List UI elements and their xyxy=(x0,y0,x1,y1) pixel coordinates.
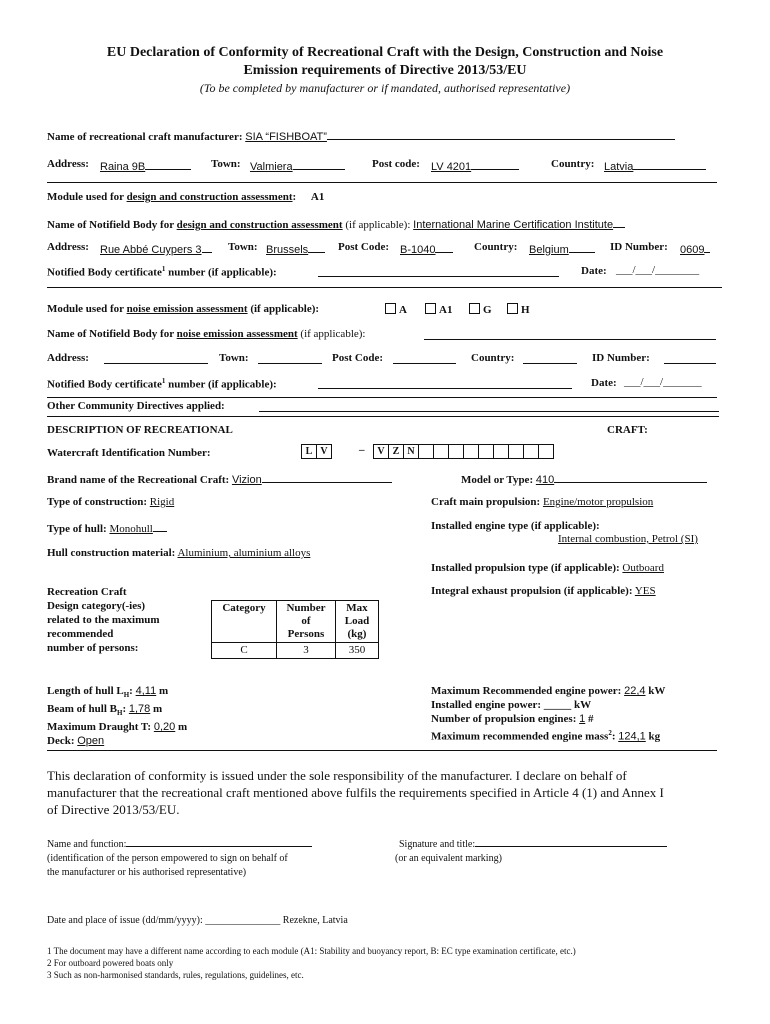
date-issue-value[interactable]: _______________ xyxy=(205,915,281,926)
draught-row: Maximum Draught T: 0,20 m xyxy=(47,721,188,734)
design-nb-id-label: ID Number: xyxy=(610,241,668,253)
manufacturer-name-label: Name of recreational craft manufacturer: xyxy=(47,131,243,143)
noise-id-label: ID Number: xyxy=(592,352,650,364)
max-power-value: 22,4 xyxy=(624,685,646,697)
noise-postcode-line[interactable] xyxy=(393,363,456,364)
design-cert-date-value[interactable]: ___/___/________ xyxy=(616,264,700,276)
win-char-box[interactable] xyxy=(479,445,494,459)
win-char-box[interactable] xyxy=(539,445,554,459)
noise-cert-input-line[interactable] xyxy=(318,388,572,389)
manufacturer-town-value: Valmiera xyxy=(250,161,293,173)
divider xyxy=(47,182,717,183)
checkbox-icon xyxy=(425,303,436,314)
design-nb-postcode-value: B-1040 xyxy=(400,244,436,256)
win-char-box[interactable] xyxy=(509,445,524,459)
design-nb-country-label: Country: xyxy=(474,241,518,253)
propulsion-type-value: Outboard xyxy=(622,562,664,574)
noise-id-line[interactable] xyxy=(664,363,716,364)
category-header-cell: Category xyxy=(212,601,277,643)
engine-mass-value: 124,1 xyxy=(618,730,646,743)
design-nb-id-field xyxy=(680,241,710,256)
win-char-box[interactable]: N xyxy=(404,445,419,459)
divider xyxy=(47,397,717,398)
noise-option-a1[interactable]: A1 xyxy=(425,303,452,316)
engine-block xyxy=(431,684,665,744)
noise-country-label: Country: xyxy=(471,352,515,364)
design-nb-address-value: Rue Abbé Cuypers 3 xyxy=(100,244,202,256)
design-nb-row: Name of Notifield Body for design and construction assessment (if applicable): International Marine Certification Institute xyxy=(47,216,625,231)
divider xyxy=(47,750,717,751)
brand-row: Brand name of the Recreational Craft: Vizion xyxy=(47,471,392,486)
manufacturer-name-fill xyxy=(327,128,675,140)
beam-value: 1,78 xyxy=(128,703,151,716)
installed-power-row: Installed engine power: _____ kW xyxy=(431,699,592,711)
win-group1 xyxy=(301,444,332,459)
noise-cert-label: Notified Body certificate$^1$ number (if applicable): xyxy=(47,377,277,391)
design-cert-input-line[interactable] xyxy=(318,276,559,277)
description-heading-left: DESCRIPTION OF RECREATIONAL xyxy=(47,424,233,436)
construction-value: Rigid xyxy=(149,496,175,508)
manufacturer-row xyxy=(47,128,675,143)
doc-title-line1: EU Declaration of Conformity of Recreational Craft with the Design, Construction and Noise xyxy=(106,45,664,60)
dimensions-block xyxy=(47,684,187,748)
construction-row: Type of construction: Rigid xyxy=(47,496,175,508)
win-char-box[interactable] xyxy=(524,445,539,459)
propulsion-row: Craft main propulsion: Engine/motor propulsion xyxy=(431,496,654,508)
exhaust-row: Integral exhaust propulsion (if applicable): YES xyxy=(431,585,656,597)
win-char-box[interactable] xyxy=(494,445,509,459)
manufacturer-country-value: Latvia xyxy=(604,161,634,173)
design-nb-postcode-field xyxy=(400,241,453,256)
design-nb-country-field xyxy=(529,241,595,256)
manufacturer-address-label: Address: xyxy=(47,158,89,170)
brand-value: Vizion xyxy=(231,474,262,486)
win-char-box[interactable]: Z xyxy=(389,445,404,459)
checkbox-icon xyxy=(385,303,396,314)
noise-address-label: Address: xyxy=(47,352,89,364)
win-dash: – xyxy=(359,444,365,456)
noise-option-a[interactable]: A xyxy=(385,303,407,316)
length-value: 4,11 xyxy=(135,685,157,697)
declaration-text: This declaration of conformity is issued under the sole responsibility of the manufacturer. I declare on behalf of manufacturer that the recreational craft mentioned above fulfils the requirements specified in Article 4 (1) and Annex I of Directive 2013/53/EU. xyxy=(47,768,664,817)
other-directives-label: Other Community Directives applied: xyxy=(47,400,225,412)
design-module-value: A1 xyxy=(310,191,325,203)
manufacturer-postcode-field xyxy=(431,158,519,173)
num-engines-value: 1 xyxy=(579,713,586,725)
win-label: Watercraft Identification Number: xyxy=(47,447,211,459)
model-value: 410 xyxy=(535,474,555,486)
max-load-value: 350 xyxy=(336,643,379,659)
signature-line[interactable] xyxy=(475,836,667,847)
win-char-box[interactable]: L xyxy=(302,445,317,459)
manufacturer-country-field xyxy=(604,158,706,173)
footnote-3: 3 Such as non-harmonised standards, rules, regulations, guidelines, etc. xyxy=(47,970,304,980)
design-nb-town-label: Town: xyxy=(228,241,258,253)
beam-row: Beam of hull $B_H$: 1,78 m xyxy=(47,703,163,718)
category-value: C xyxy=(212,643,277,659)
noise-nb-row: Name of Notifield Body for noise emission assessment (if applicable): xyxy=(47,328,366,340)
hull-material-row: Hull construction material: Aluminium, aluminium alloys xyxy=(47,547,311,559)
place-issue-value: Rezekne, Latvia xyxy=(282,915,348,926)
hull-type-row: Type of hull: Monohull xyxy=(47,520,167,535)
doc-subtitle: (To be completed by manufacturer or if mandated, authorised representative) xyxy=(199,81,571,95)
manufacturer-country-label: Country: xyxy=(551,158,595,170)
description-heading-right: CRAFT: xyxy=(607,424,648,436)
win-char-box[interactable] xyxy=(419,445,434,459)
manufacturer-town-label: Town: xyxy=(211,158,241,170)
signature-block: Signature and title: (or an equivalent marking) xyxy=(399,836,667,866)
footnote-2: 2 For outboard powered boats only xyxy=(47,958,174,968)
engine-type-label: Installed engine type (if applicable): xyxy=(431,520,600,532)
manufacturer-postcode-value: LV 4201 xyxy=(431,161,472,173)
length-row: Length of hull $L_H$: 4,11 m xyxy=(47,685,169,700)
num-engines-row: Number of propulsion engines: 1 # xyxy=(431,713,594,725)
name-function-label: Name and function: xyxy=(47,839,127,850)
noise-cert-date-value[interactable]: ___/___/_______ xyxy=(624,376,702,388)
noise-postcode-label: Post Code: xyxy=(332,352,384,364)
name-function-block: Name and function: (identification of the person empowered to sign on behalf of the manufacturer or his authorised representative) xyxy=(47,836,312,880)
win-char-box[interactable] xyxy=(434,445,449,459)
divider xyxy=(47,416,719,417)
category-table-header xyxy=(212,601,379,643)
draught-value: 0,20 xyxy=(153,721,176,734)
other-directives-line[interactable] xyxy=(259,411,719,412)
win-char-box[interactable] xyxy=(449,445,464,459)
hull-type-value: Monohull xyxy=(109,523,153,535)
category-table xyxy=(211,600,379,659)
design-nb-id-value: 0609 xyxy=(680,244,705,256)
noise-country-line[interactable] xyxy=(523,363,577,364)
design-cert-date-label: Date: xyxy=(581,265,607,277)
design-category-label: Recreation Craft Design category(-ies) related to the maximum recommended number of persons: xyxy=(47,586,160,654)
manufacturer-postcode-label: Post code: xyxy=(372,158,420,170)
hull-material-value: Aluminium, aluminium alloys xyxy=(177,547,311,559)
persons-header-cell: Number of Persons xyxy=(277,601,336,643)
design-module-row: Module used for design and construction assessment: A1 xyxy=(47,191,325,203)
noise-address-line[interactable] xyxy=(104,363,208,364)
design-nb-address-field xyxy=(100,241,212,256)
noise-option-g[interactable]: G xyxy=(469,303,492,316)
exhaust-value: YES xyxy=(634,585,656,597)
deck-value: Open xyxy=(77,735,105,748)
divider xyxy=(47,287,722,288)
manufacturer-address-field xyxy=(100,158,191,173)
persons-value: 3 xyxy=(277,643,336,659)
design-cert-label: Notified Body certificate$^1$ number (if applicable): xyxy=(47,265,277,279)
max-power-row: Maximum Recommended engine power: 22,4 kW xyxy=(431,685,666,697)
name-function-line[interactable] xyxy=(126,836,312,847)
win-char-box[interactable]: V xyxy=(317,445,332,459)
signature-label: Signature and title: xyxy=(399,839,476,850)
footnote-1: 1 The document may have a different name according to each module (A1: Stability and buoyancy report, B: EC type examination certificate, etc.) xyxy=(47,946,576,956)
design-nb-country-value: Belgium xyxy=(529,244,569,256)
category-table-row xyxy=(212,643,379,659)
engine-mass-row: Maximum recommended engine mass$^2$: 124,1 kg xyxy=(431,729,661,743)
noise-module-row: Module used for noise emission assessment (if applicable): xyxy=(47,303,320,315)
model-row: Model or Type: 410 xyxy=(461,471,707,486)
propulsion-type-row: Installed propulsion type (if applicable): Outboard xyxy=(431,562,664,574)
noise-option-h[interactable]: H xyxy=(507,303,530,316)
max-load-header-cell: Max Load (kg) xyxy=(336,601,379,643)
noise-town-label: Town: xyxy=(219,352,249,364)
design-nb-town-field xyxy=(266,241,325,256)
footnotes xyxy=(47,945,576,981)
engine-type-value: Internal combustion, Petrol (SI) xyxy=(558,533,698,545)
date-place-row: Date and place of issue (dd/mm/yyyy): _______________ Rezekne, Latvia xyxy=(47,915,348,926)
win-char-box[interactable]: V xyxy=(374,445,389,459)
installed-power-value: _____ xyxy=(543,699,572,711)
propulsion-value: Engine/motor propulsion xyxy=(542,496,654,508)
checkbox-icon xyxy=(507,303,518,314)
design-nb-address-label: Address: xyxy=(47,241,89,253)
manufacturer-address-value: Raina 9B xyxy=(100,161,146,173)
doc-title-line2: Emission requirements of Directive 2013/53/EU xyxy=(243,63,527,78)
design-nb-value: International Marine Certification Institute xyxy=(413,219,614,231)
noise-nb-input-line[interactable] xyxy=(424,339,716,340)
win-group2 xyxy=(373,444,554,459)
noise-town-line[interactable] xyxy=(258,363,322,364)
win-char-box[interactable] xyxy=(464,445,479,459)
noise-cert-date-label: Date: xyxy=(591,377,617,389)
checkbox-icon xyxy=(469,303,480,314)
design-nb-postcode-label: Post Code: xyxy=(338,241,390,253)
deck-row: Deck: Open xyxy=(47,735,105,748)
design-nb-town-value: Brussels xyxy=(266,244,309,256)
manufacturer-town-field xyxy=(250,158,345,173)
manufacturer-name-value: SIA “FISHBOAT” xyxy=(245,131,327,143)
